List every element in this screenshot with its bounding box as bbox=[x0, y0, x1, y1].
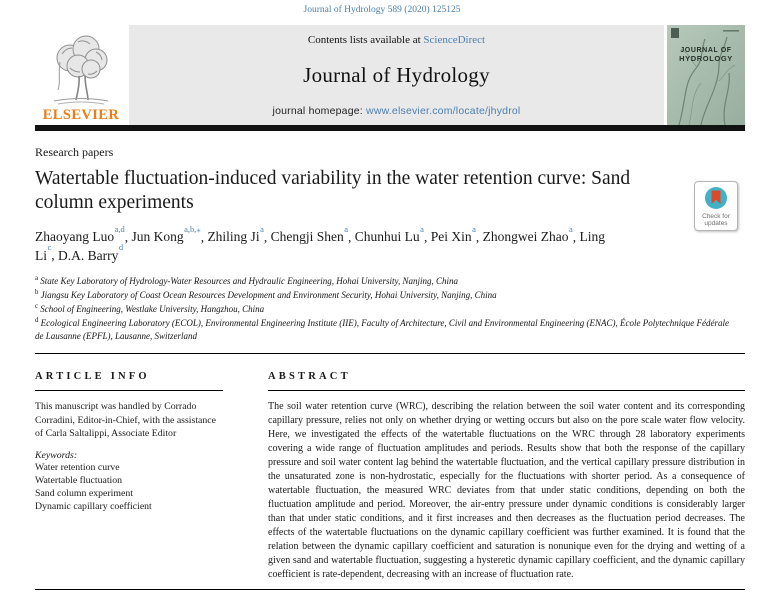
author-affiliation-superscript: a,d bbox=[114, 223, 125, 234]
keywords-label: Keywords: bbox=[35, 449, 78, 461]
author-name: Ling Li$^c$ bbox=[35, 229, 605, 263]
crossmark-icon bbox=[703, 185, 729, 211]
journal-title: Journal of Hydrology bbox=[303, 63, 490, 87]
info-abstract-columns bbox=[35, 354, 745, 582]
author-affiliation-superscript: c bbox=[47, 242, 52, 253]
check-badge-label: Check for updates bbox=[702, 213, 730, 227]
affiliation-line: $^d$ Ecological Engineering Laboratory (ECOL), Environmental Engineering Institute (IIE), Faculty of Architecture, Civil and Environmental Engineering (ENAC), École Polytechnique Fédérale de Lausanne (EPFL), Lausanne, Switzerland bbox=[35, 317, 729, 342]
editor-handled-note: This manuscript was handled by Corrado Corradini, Editor-in-Chief, with the assistance of Carla Saltalippi, Associate Editor bbox=[35, 401, 217, 440]
affiliation-list bbox=[35, 274, 735, 343]
article-title: Watertable fluctuation-induced variability in the water retention curve: Sand column experiments bbox=[35, 168, 631, 213]
author-name: Pei Xin$^a$ bbox=[430, 223, 476, 245]
keyword-item: Water retention curve bbox=[35, 461, 120, 473]
cover-title-line2: HYDROLOGY bbox=[679, 54, 733, 63]
author-name: Zhiling Ji$^a$ bbox=[207, 223, 264, 245]
article-section-label: Research papers bbox=[35, 145, 114, 159]
cover-title-line1: JOURNAL OF bbox=[680, 47, 732, 54]
article-info-rule bbox=[35, 390, 223, 391]
affiliation-line: $^a$ State Key Laboratory of Hydrology-Water Resources and Hydraulic Engineering, Hohai University, Nanjing, China bbox=[35, 275, 458, 286]
homepage-line bbox=[273, 105, 521, 117]
elsevier-wordmark: ELSEVIER bbox=[42, 107, 120, 123]
keyword-item: Watertable fluctuation bbox=[35, 474, 123, 486]
keyword-list bbox=[35, 461, 223, 513]
sciencedirect-link[interactable]: ScienceDirect bbox=[423, 34, 486, 46]
contents-prefix-text: Contents lists available at bbox=[307, 34, 424, 46]
masthead-divider-bar bbox=[35, 125, 745, 131]
author-name: Chunhui Lu$^a$ bbox=[354, 223, 424, 245]
homepage-prefix-text: journal homepage: bbox=[272, 105, 367, 117]
affiliation-line: $^c$ School of Engineering, Westlake University, Hangzhou, China bbox=[35, 303, 265, 315]
article-info-heading: ARTICLE INFO bbox=[35, 371, 150, 383]
author-name: D.A. Barry$^d$ bbox=[58, 242, 124, 263]
journal-cover-thumbnail[interactable] bbox=[667, 25, 745, 125]
author-name: Zhongwei Zhao$^a$ bbox=[482, 223, 573, 245]
page-bottom-rule bbox=[35, 589, 745, 590]
affiliation-line: $^b$ Jiangsu Key Laboratory of Coast Ocean Resources Development and Environment Security, Hohai University, Nanjing, China bbox=[35, 289, 497, 301]
author-affiliation-superscript: a bbox=[420, 223, 424, 234]
author-affiliation-superscript: d bbox=[118, 242, 124, 253]
abstract-rule bbox=[268, 390, 745, 391]
elsevier-logo[interactable] bbox=[35, 25, 127, 125]
keyword-item: Dynamic capillary coefficient bbox=[35, 500, 152, 512]
contents-line bbox=[308, 34, 485, 46]
masthead bbox=[35, 25, 745, 125]
citation-line: Journal of Hydrology 589 (2020) 125125 bbox=[303, 5, 461, 15]
author-affiliation-superscript: a,b,⁎ bbox=[184, 223, 201, 234]
journal-cover-art bbox=[667, 25, 745, 125]
abstract-text: The soil water retention curve (WRC), describing the relation between the soil water content and its corresponding capillary pressure, relies not only on whether drying or wetting occurs but also on the pore scale water flow velocity. Here, we investigated the effects of the watertable fluctuations on the WRC through 28 laboratory experiments covering a wide range of fluctuation amplitudes and periods. Results show that both the response of the capillary pressure and soil water content lag behind the watertable fluctuation, and the vertical capillary pressure distribution in the unsaturated zone is non-hydrostatic, especially for the fluctuations with shorter period. As a consequence of watertable fluctuation, the measured WRC deviates from that under static conditions, depending on both the fluctuation amplitude and period. Moreover, the air-entry pressure under dynamic conditions is considerably larger than that under static conditions, and it first increases and then decreases as the fluctuation period decreases. The effects of the watertable fluctuations on the dynamic capillary coefficient was further examined. It is found that the relation between the dynamic capillary coefficient and saturation is nonunique even for the drying and wetting of a given sand and watertable fluctuation, suggesting a hysteretic dynamic capillary coefficient, and the dynamic capillary coefficient is rate-dependent, decreasing with an increase of fluctuation rate. bbox=[268, 401, 745, 581]
author-name: Chengji Shen$^a$ bbox=[270, 223, 349, 245]
author-name: Zhaoyang Luo$^{a,d}$ bbox=[35, 223, 125, 245]
article-info-column bbox=[35, 354, 223, 582]
author-affiliation-superscript: a bbox=[472, 223, 476, 234]
author-affiliation-superscript: a bbox=[260, 223, 264, 234]
author-affiliation-superscript: a bbox=[344, 223, 349, 234]
elsevier-tree-icon bbox=[48, 32, 114, 106]
keyword-item: Sand column experiment bbox=[35, 487, 133, 499]
masthead-center-panel bbox=[129, 25, 664, 125]
abstract-column bbox=[268, 354, 745, 582]
author-list: Zhaoyang Luo$^{a,d}$, Jun Kong$^{a,b,⁎}$, Zhiling Ji$^a$, Chengji Shen$^a$, Chunhui Lu$^a$, Pei Xin$^a$, Zhongwei Zhao$^a$, Ling Li$^c$, D.A. Barry$^d$ bbox=[35, 223, 605, 263]
check-for-updates-badge[interactable] bbox=[694, 181, 738, 231]
homepage-link[interactable]: www.elsevier.com/locate/jhydrol bbox=[366, 105, 521, 117]
abstract-heading: ABSTRACT bbox=[268, 371, 351, 383]
author-affiliation-superscript: a bbox=[568, 223, 573, 234]
author-name: Jun Kong$^{a,b,⁎}$ bbox=[131, 223, 201, 245]
